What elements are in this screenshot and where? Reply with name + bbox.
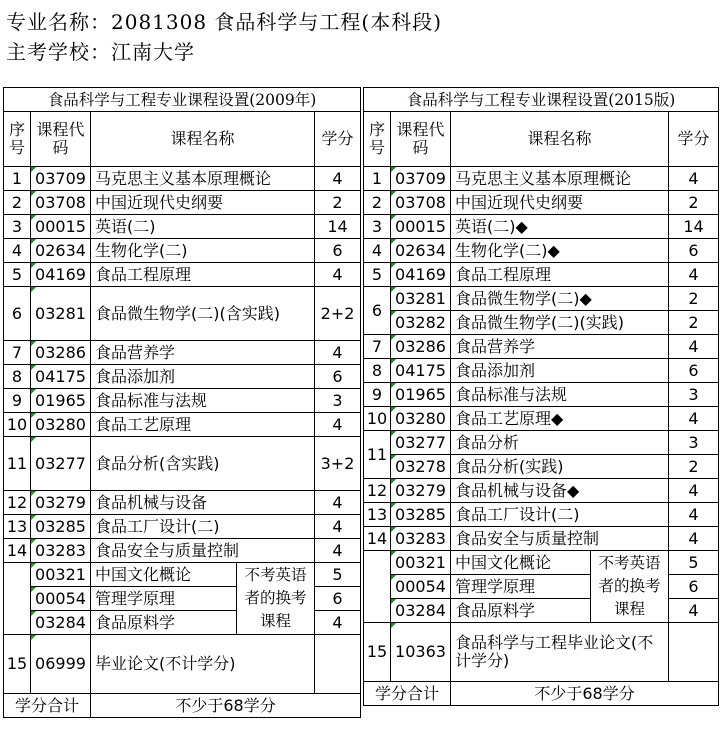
row-name: 食品营养学 [91, 341, 315, 365]
row-code: 03286 [391, 335, 451, 359]
row-credit: 4 [315, 341, 361, 365]
row-code: 03281 [391, 287, 451, 311]
row-credit: 3+2 [315, 437, 361, 491]
row-seq: 11 [4, 437, 31, 491]
row-code: 03282 [391, 311, 451, 335]
table-row [364, 455, 719, 479]
row-seq: 6 [4, 287, 31, 341]
col-header-code: 课程代码 [391, 112, 451, 167]
alt-row [364, 551, 719, 575]
row-seq: 4 [364, 239, 391, 263]
col-header-seq: 序号 [4, 112, 31, 167]
total-row [4, 694, 361, 718]
row-name: 中国近现代史纲要 [451, 191, 669, 215]
alt-note: 不考英语者的换考课程 [237, 563, 315, 635]
row-name: 管理学原理 [451, 575, 591, 599]
row-credit: 4 [315, 167, 361, 191]
row-name: 中国文化概论 [91, 563, 237, 587]
row-credit: 6 [669, 239, 719, 263]
row-name: 食品工程原理 [451, 263, 669, 287]
table-row [364, 431, 719, 455]
table-caption: 食品科学与工程专业课程设置(2015版) [364, 88, 719, 112]
row-seq: 12 [364, 479, 391, 503]
col-header-seq: 序号 [364, 112, 391, 167]
row-seq: 2 [364, 191, 391, 215]
row-code: 00321 [391, 551, 451, 575]
curriculum-table-2009 [3, 87, 361, 718]
row-code: 03284 [391, 599, 451, 623]
row-name: 毕业论文(不计学分) [91, 635, 315, 694]
row-name: 食品工程原理 [91, 263, 315, 287]
row-credit: 3 [315, 389, 361, 413]
table-row [4, 341, 361, 365]
table-row [364, 407, 719, 431]
alt-row [4, 563, 361, 587]
row-name: 食品营养学 [451, 335, 669, 359]
row-name: 英语(二) [91, 215, 315, 239]
row-credit: 4 [315, 539, 361, 563]
row-name: 食品标准与法规 [91, 389, 315, 413]
row-seq: 3 [4, 215, 31, 239]
row-seq: 3 [364, 215, 391, 239]
row-code: 04175 [391, 359, 451, 383]
row-credit: 4 [315, 263, 361, 287]
thesis-row [364, 623, 719, 682]
table-row [4, 437, 361, 491]
row-name: 食品添加剂 [451, 359, 669, 383]
row-seq: 4 [4, 239, 31, 263]
row-seq: 11 [364, 431, 391, 479]
row-name: 食品机械与设备◆ [451, 479, 669, 503]
row-seq: 8 [364, 359, 391, 383]
row-credit: 6 [315, 365, 361, 389]
row-seq: 13 [364, 503, 391, 527]
row-code: 04169 [391, 263, 451, 287]
table-row [364, 479, 719, 503]
row-credit: 4 [669, 263, 719, 287]
table-row [4, 167, 361, 191]
row-name: 食品分析 [451, 431, 669, 455]
row-credit: 14 [315, 215, 361, 239]
row-credit: 4 [669, 503, 719, 527]
row-code: 03281 [31, 287, 91, 341]
row-name: 生物化学(二) [91, 239, 315, 263]
row-code: 03279 [391, 479, 451, 503]
row-code: 00054 [391, 575, 451, 599]
row-credit: 14 [669, 215, 719, 239]
row-name: 食品微生物学(二)(含实践) [91, 287, 315, 341]
row-name: 食品机械与设备 [91, 491, 315, 515]
row-code: 10363 [391, 623, 451, 682]
major-title: 专业名称：2081308 食品科学与工程(本科段) [6, 10, 443, 34]
row-seq: 5 [364, 263, 391, 287]
row-code: 03285 [391, 503, 451, 527]
table-row [4, 515, 361, 539]
table-row [364, 191, 719, 215]
row-code: 00015 [391, 215, 451, 239]
row-name: 英语(二)◆ [451, 215, 669, 239]
total-value: 不少于68学分 [91, 694, 361, 718]
row-credit: 2 [669, 287, 719, 311]
row-credit: 4 [315, 413, 361, 437]
row-credit: 6 [669, 575, 719, 599]
table-row [4, 389, 361, 413]
row-credit-blank [315, 635, 361, 694]
row-code: 03709 [391, 167, 451, 191]
row-credit: 5 [669, 551, 719, 575]
row-code: 03283 [391, 527, 451, 551]
table-row [4, 263, 361, 287]
row-seq: 7 [364, 335, 391, 359]
row-credit: 4 [669, 479, 719, 503]
row-credit: 6 [315, 587, 361, 611]
row-code: 04169 [31, 263, 91, 287]
row-seq: 13 [4, 515, 31, 539]
total-value: 不少于68学分 [451, 682, 719, 706]
school-title: 主考学校：江南大学 [6, 40, 195, 64]
row-code: 03277 [391, 431, 451, 455]
row-credit: 2 [669, 191, 719, 215]
row-name: 食品原料学 [91, 611, 237, 635]
row-code: 01965 [31, 389, 91, 413]
row-code: 03283 [31, 539, 91, 563]
row-name: 食品原料学 [451, 599, 591, 623]
row-name: 食品工厂设计(二) [91, 515, 315, 539]
row-seq: 7 [4, 341, 31, 365]
row-name: 食品工艺原理 [91, 413, 315, 437]
row-code: 03278 [391, 455, 451, 479]
row-name: 食品科学与工程毕业论文(不计学分) [451, 623, 669, 682]
col-header-name: 课程名称 [91, 112, 315, 167]
row-credit: 4 [669, 167, 719, 191]
row-code: 03280 [391, 407, 451, 431]
row-credit: 4 [669, 599, 719, 623]
row-name: 食品安全与质量控制 [451, 527, 669, 551]
row-credit: 4 [315, 611, 361, 635]
row-code: 03708 [31, 191, 91, 215]
row-name: 管理学原理 [91, 587, 237, 611]
table-row [364, 239, 719, 263]
row-seq: 5 [4, 263, 31, 287]
row-name: 食品分析(实践) [451, 455, 669, 479]
row-code: 03284 [31, 611, 91, 635]
table-row [364, 359, 719, 383]
row-code: 03285 [31, 515, 91, 539]
row-seq: 10 [4, 413, 31, 437]
row-credit: 2 [669, 311, 719, 335]
table-row [4, 491, 361, 515]
table-row [4, 413, 361, 437]
table-row [364, 287, 719, 311]
row-credit: 4 [315, 515, 361, 539]
table-row [364, 215, 719, 239]
row-name: 食品添加剂 [91, 365, 315, 389]
row-code: 03277 [31, 437, 91, 491]
row-name: 食品安全与质量控制 [91, 539, 315, 563]
col-header-credit: 学分 [315, 112, 361, 167]
row-credit: 6 [315, 239, 361, 263]
row-credit: 2 [315, 191, 361, 215]
row-code: 03286 [31, 341, 91, 365]
total-label: 学分合计 [364, 682, 451, 706]
row-credit: 2 [669, 455, 719, 479]
row-credit: 4 [315, 491, 361, 515]
row-seq: 12 [4, 491, 31, 515]
row-seq: 10 [364, 407, 391, 431]
row-seq: 15 [364, 623, 391, 682]
table-row [4, 539, 361, 563]
row-seq: 8 [4, 365, 31, 389]
row-name: 中国文化概论 [451, 551, 591, 575]
row-seq: 2 [4, 191, 31, 215]
row-name: 马克思主义基本原理概论 [91, 167, 315, 191]
row-name: 食品标准与法规 [451, 383, 669, 407]
row-name: 食品工艺原理◆ [451, 407, 669, 431]
col-header-credit: 学分 [669, 112, 719, 167]
row-code: 06999 [31, 635, 91, 694]
row-code: 00015 [31, 215, 91, 239]
row-seq: 9 [364, 383, 391, 407]
col-header-code: 课程代码 [31, 112, 91, 167]
table-row [364, 167, 719, 191]
row-code: 03708 [391, 191, 451, 215]
row-seq: 9 [4, 389, 31, 413]
row-code: 02634 [31, 239, 91, 263]
row-name: 食品分析(含实践) [91, 437, 315, 491]
row-credit: 2+2 [315, 287, 361, 341]
row-seq: 15 [4, 635, 31, 694]
row-credit: 4 [669, 407, 719, 431]
col-header-name: 课程名称 [451, 112, 669, 167]
row-credit: 3 [669, 431, 719, 455]
row-credit: 5 [315, 563, 361, 587]
row-seq: 1 [4, 167, 31, 191]
row-code: 03279 [31, 491, 91, 515]
table-row [4, 365, 361, 389]
row-seq: 6 [364, 287, 391, 335]
alt-seq-blank [4, 563, 31, 635]
row-name: 食品微生物学(二)(实践) [451, 311, 669, 335]
row-code: 02634 [391, 239, 451, 263]
row-name: 食品微生物学(二)◆ [451, 287, 669, 311]
row-seq: 14 [364, 527, 391, 551]
table-row [364, 311, 719, 335]
table-row [364, 335, 719, 359]
curriculum-table-2015 [363, 87, 719, 706]
table-caption: 食品科学与工程专业课程设置(2009年) [4, 88, 361, 112]
row-code: 01965 [391, 383, 451, 407]
thesis-row [4, 635, 361, 694]
table-row [4, 287, 361, 341]
row-credit: 3 [669, 383, 719, 407]
table-row [364, 263, 719, 287]
table-row [364, 527, 719, 551]
row-seq: 14 [4, 539, 31, 563]
row-code: 00054 [31, 587, 91, 611]
row-name: 食品工厂设计(二) [451, 503, 669, 527]
alt-seq-blank [364, 551, 391, 623]
row-credit: 6 [669, 359, 719, 383]
alt-note: 不考英语者的换考课程 [591, 551, 669, 623]
table-row [4, 191, 361, 215]
row-name: 生物化学(二)◆ [451, 239, 669, 263]
table-row [4, 215, 361, 239]
table-row [4, 239, 361, 263]
row-code: 03280 [31, 413, 91, 437]
total-label: 学分合计 [4, 694, 91, 718]
table-row [364, 383, 719, 407]
row-name: 马克思主义基本原理概论 [451, 167, 669, 191]
row-code: 00321 [31, 563, 91, 587]
total-row [364, 682, 719, 706]
row-credit: 4 [669, 335, 719, 359]
row-credit: 4 [669, 527, 719, 551]
row-name: 中国近现代史纲要 [91, 191, 315, 215]
row-code: 03709 [31, 167, 91, 191]
row-code: 04175 [31, 365, 91, 389]
row-seq: 1 [364, 167, 391, 191]
row-credit-blank [669, 623, 719, 682]
table-row [364, 503, 719, 527]
